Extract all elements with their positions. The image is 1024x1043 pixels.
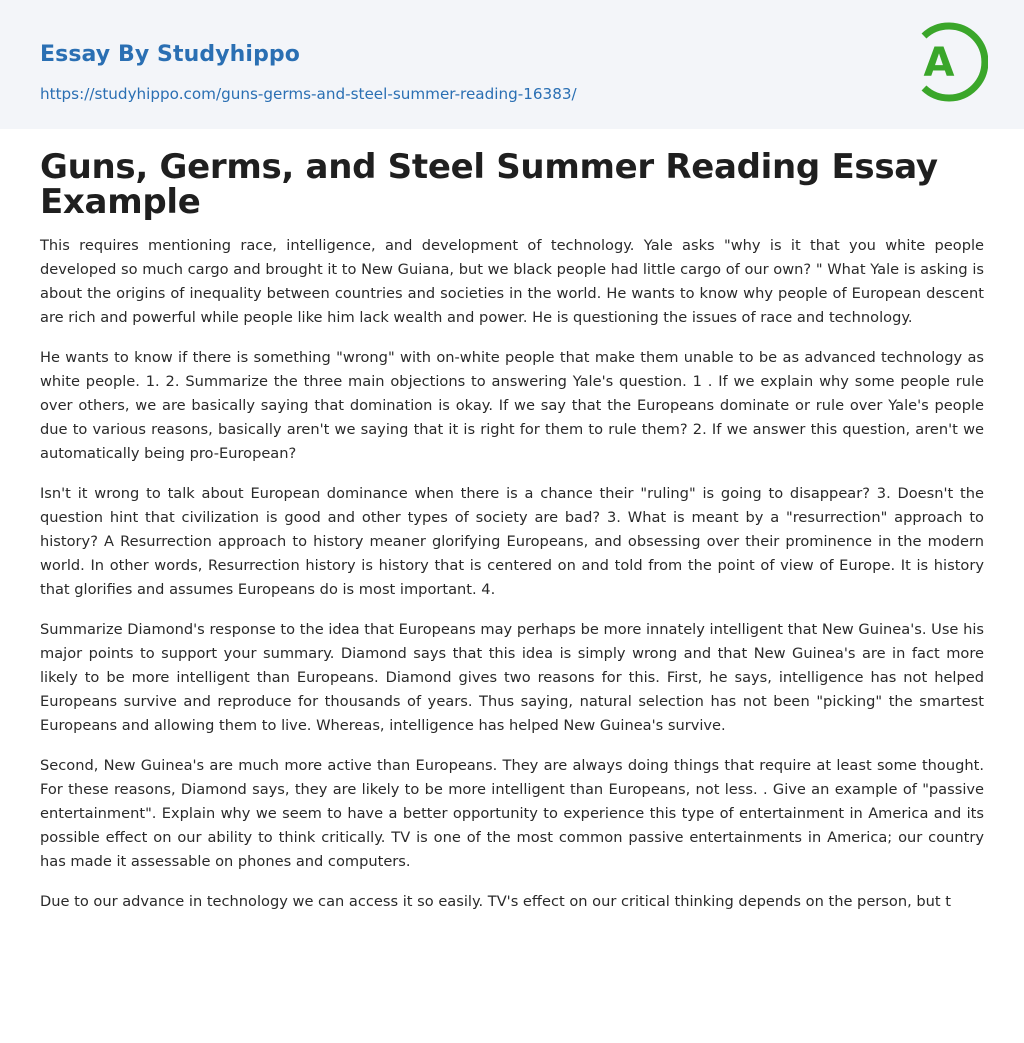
essay-paragraph: This requires mentioning race, intelligence, and development of technology. Yale asks "why is it that you white people developed so much cargo and brought it to New Guiana, but we black people had little cargo of our own? " What Yale is asking is about the origins of inequality between countries and societies in the world. He wants to know why people of European descent are rich and powerful while people like him lack wealth and power. He is questioning the issues of race and technology. [40, 237, 984, 326]
studyhippo-logo-icon[interactable] [910, 18, 988, 106]
essay-paragraph: Due to our advance in technology we can access it so easily. TV's effect on our critical thinking depends on the person, but t [40, 893, 951, 910]
essay-paragraph: Isn't it wrong to talk about European dominance when there is a chance their "ruling" is going to disappear? 3. Doesn't the question hint that civilization is good and other types of society are bad? 3. What is meant by a "resurrection" approach to history? A Resurrection approach to history meaner glorifying Europeans, and obsessing over their prominence in the modern world. In other words, Resurrection history is history that is centered on and told from the point of view of Europe. It is history that glorifies and assumes Europeans do is most important. 4. [40, 485, 984, 598]
source-url-link[interactable]: https://studyhippo.com/guns-germs-and-steel-summer-reading-16383/ [40, 85, 577, 103]
site-brand[interactable]: Essay By Studyhippo [40, 42, 300, 67]
logo-letter: A [923, 40, 955, 86]
essay-paragraph: He wants to know if there is something "wrong" with on-white people that make them unable to be as advanced technology as white people. 1. 2. Summarize the three main objections to answering Yale's question. 1 . If we explain why some people rule over others, we are basically saying that domination is okay. If we say that the Europeans dominate or rule over Yale's people due to various reasons, basically aren't we saying that it is right for them to rule them? 2. If we answer this question, aren't we automatically being pro-European? [40, 349, 984, 462]
essay-body [40, 234, 984, 930]
page-title: Guns, Germs, and Steel Summer Reading Essay Example [40, 147, 938, 222]
site-header [0, 0, 1024, 129]
essay-paragraph: Second, New Guinea's are much more active than Europeans. They are always doing things that require at least some thought. For these reasons, Diamond says, they are likely to be more intelligent than Europeans, not less. . Give an example of "passive entertainment". Explain why we seem to have a better opportunity to experience this type of entertainment in America and its possible effect on our ability to think critically. TV is one of the most common passive entertainments in America; our country has made it assessable on phones and computers. [40, 757, 984, 870]
essay-paragraph: Summarize Diamond's response to the idea that Europeans may perhaps be more innately intelligent that New Guinea's. Use his major points to support your summary. Diamond says that this idea is simply wrong and that New Guinea's are in fact more likely to be more intelligent than Europeans. Diamond gives two reasons for this. First, he says, intelligence has not helped Europeans survive and reproduce for thousands of years. Thus saying, natural selection has not been "picking" the smartest Europeans and allowing them to live. Whereas, intelligence has helped New Guinea's survive. [40, 621, 984, 734]
